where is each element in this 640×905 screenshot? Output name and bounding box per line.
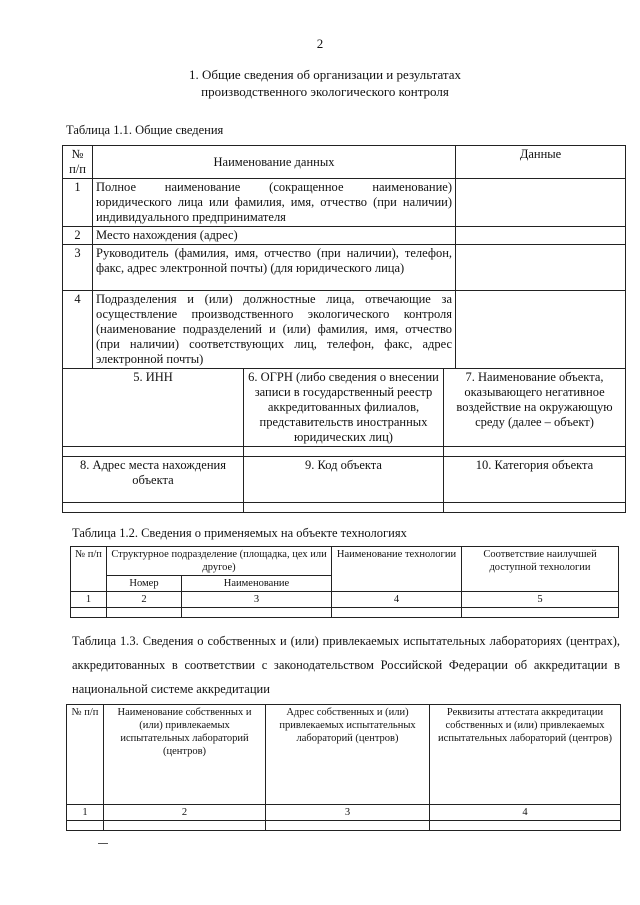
col-object-address: 8. Адрес места нахождения объекта xyxy=(63,457,244,503)
row-text: Полное наименование (сокращенное наименование) юридического лица или фамилия, имя, отчество (при наличии) индивидуального предпринимателя xyxy=(93,179,456,227)
table-row xyxy=(63,245,626,291)
header-data-name: Наименование данных xyxy=(93,146,456,179)
table-row xyxy=(63,291,626,369)
header-division: Структурное подразделение (площадка, цех или другое) xyxy=(107,547,332,576)
value-ogrn[interactable] xyxy=(244,447,444,457)
table-row xyxy=(63,179,626,227)
header-lab-address: Адрес собственных и (или) привлекаемых испытательных лабораторий (центров) xyxy=(266,705,430,805)
data-cell[interactable] xyxy=(456,227,626,245)
col-object-code: 9. Код объекта xyxy=(244,457,444,503)
row-text: Место нахождения (адрес) xyxy=(93,227,456,245)
value-object-category[interactable] xyxy=(444,503,626,513)
row-text: Руководитель (фамилия, имя, отчество (при наличии), телефон, факс, адрес электронной почты) (для юридического лица) xyxy=(93,245,456,291)
table-technologies xyxy=(70,546,619,618)
col-ogrn: 6. ОГРН (либо сведения о внесении записи в государственный реестр аккредитованных филиалов, представительств иностранных юридических лиц) xyxy=(244,369,444,447)
table2-caption: Таблица 1.2. Сведения о применяемых на объекте технологиях xyxy=(72,526,407,540)
data-cell[interactable] xyxy=(456,291,626,369)
row-num: 4 xyxy=(63,291,93,369)
table-laboratories xyxy=(66,704,621,831)
table-general-info xyxy=(62,145,626,513)
divider xyxy=(98,843,108,844)
table-row: 1 2 3 4 5 xyxy=(71,592,619,608)
table-row: 1 2 3 4 xyxy=(67,805,621,821)
page-number: 2 xyxy=(316,36,324,51)
table3-caption: Таблица 1.3. Сведения о собственных и (или) привлекаемых испытательных лабораториях (центрах), аккредитованных в соответствии с законодательством Российской Федерации об аккредитации в национальной системе аккредитации xyxy=(72,634,620,696)
table-row xyxy=(63,227,626,245)
row-num: 3 xyxy=(63,245,93,291)
data-cell[interactable] xyxy=(456,179,626,227)
value-object-name[interactable] xyxy=(444,447,626,457)
row-num: 1 xyxy=(63,179,93,227)
header-best-technology: Соответствие наилучшей доступной технологии xyxy=(462,547,619,592)
header-division-name: Наименование xyxy=(182,576,332,592)
header-lab-requisites: Реквизиты аттестата аккредитации собственных и (или) привлекаемых испытательных лабораторий (центров) xyxy=(430,705,621,805)
value-object-code[interactable] xyxy=(244,503,444,513)
header-num: № п/п xyxy=(63,146,93,179)
table-row xyxy=(71,608,619,618)
header-division-number: Номер xyxy=(107,576,182,592)
header-lab-name: Наименование собственных и (или) привлекаемых испытательных лабораторий (центров) xyxy=(104,705,266,805)
header-num: № п/п xyxy=(67,705,104,805)
section-heading xyxy=(120,66,530,100)
value-inn[interactable] xyxy=(63,447,244,457)
header-num: № п/п xyxy=(71,547,107,592)
header-data: Данные xyxy=(456,146,626,179)
table1-caption: Таблица 1.1. Общие сведения xyxy=(66,123,224,137)
heading-line-1: 1. Общие сведения об организации и результатах xyxy=(188,67,462,82)
row-num: 2 xyxy=(63,227,93,245)
data-cell[interactable] xyxy=(456,245,626,291)
heading-line-2: производственного экологического контроля xyxy=(201,84,449,99)
header-technology: Наименование технологии xyxy=(332,547,462,592)
col-object-category: 10. Категория объекта xyxy=(444,457,626,503)
col-object-name: 7. Наименование объекта, оказывающего негативное воздействие на окружающую среду (далее – объект) xyxy=(444,369,626,447)
col-inn: 5. ИНН xyxy=(63,369,244,447)
value-object-address[interactable] xyxy=(63,503,244,513)
table-row xyxy=(67,821,621,831)
row-text: Подразделения и (или) должностные лица, отвечающие за осуществление производственного экологического контроля (наименование подразделений и (или) фамилия, имя, отчество (при наличии) соответствующих лиц, телефон, факс, адрес электронной почты) xyxy=(93,291,456,369)
